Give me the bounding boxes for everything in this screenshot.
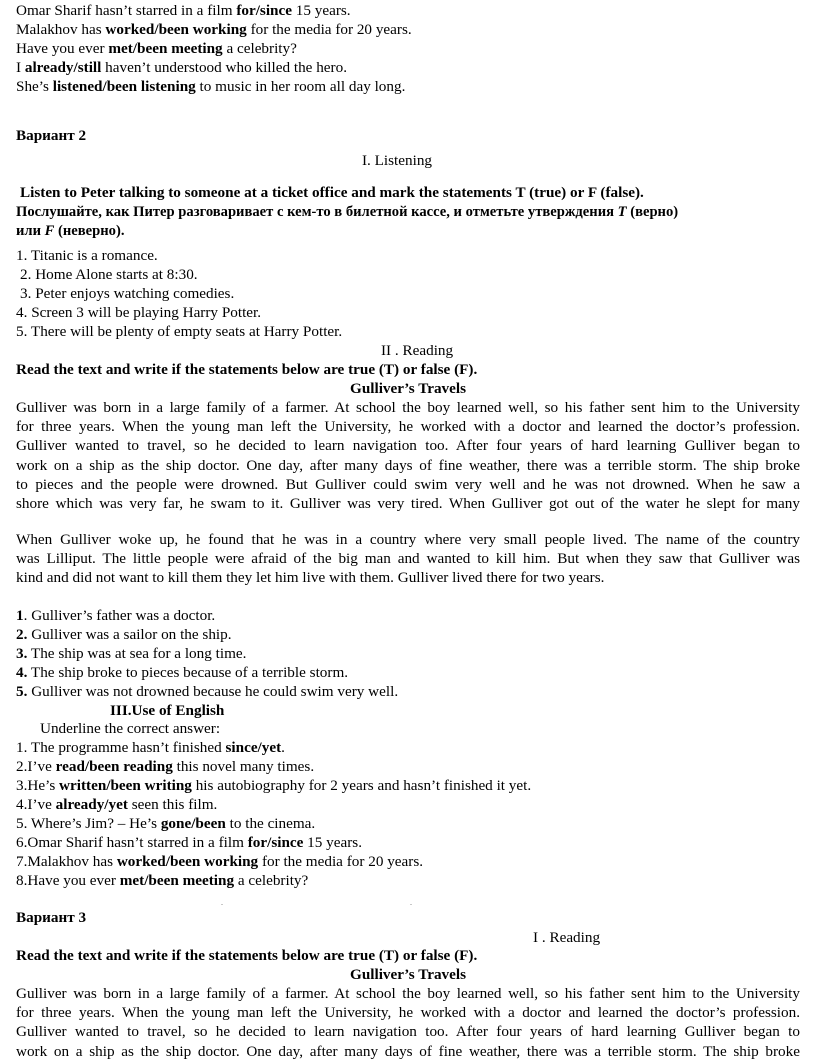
use-of-english-heading: III.Use of English [110, 702, 225, 719]
listening-instruction-en: Listen to Peter talking to someone at a ticket office and mark the statements T (true) or F (false). [20, 184, 644, 201]
answer-options: already/still [24, 59, 102, 76]
reading-instruction: Read the text and write if the statements below are true (T) or false (F). [16, 361, 478, 378]
paragraph-line: Gulliver wanted to travel, so he decided to learn navigation too. After four years of hard learning Gulliver began to [16, 1023, 800, 1041]
reading-paragraph-1 [16, 398, 800, 513]
use-of-english-item: 1. The programme hasn’t finished since/yet. [16, 739, 285, 756]
paragraph-line: work on a ship as the ship doctor. One day, after many days of fine weather, there was a terrible storm. The ship broke [16, 1042, 800, 1060]
answer-options: read/been reading [55, 758, 173, 775]
variant-2-title: Вариант 2 [16, 127, 87, 144]
use-of-english-item: 5. Where’s Jim? – He’s gone/been to the cinema. [16, 815, 316, 832]
answer-options: gone/been [160, 815, 226, 832]
top-sentence-4: I already/still haven’t understood who killed the hero. [16, 59, 347, 76]
reading-statement: 5. Gulliver was not drowned because he could swim very well. [16, 683, 399, 700]
reading-paragraph-v3 [16, 984, 800, 1061]
listening-heading: I. Listening [362, 152, 433, 169]
answer-options: met/been meeting [108, 40, 223, 57]
text-title: Gulliver’s Travels [350, 380, 466, 397]
answer-options: for/since [247, 834, 304, 851]
listening-statement: 1. Titanic is a romance. [16, 247, 158, 264]
use-of-english-item: 8.Have you ever met/been meeting a celebrity? [16, 872, 309, 889]
paragraph-line: for three years. When the young man left the University, he worked with a doctor and learned the doctor’s profession. [16, 1004, 800, 1022]
top-sentence-2: Malakhov has worked/been working for the media for 20 years. [16, 21, 412, 38]
paragraph-line: shore which was very far, he swam to it. Gulliver was very tired. When Gulliver got out of the water he slept for many [16, 495, 800, 513]
top-sentence-1: Omar Sharif hasn’t starred in a film for/since 15 years. [16, 2, 351, 19]
paragraph-line: work on a ship as the ship doctor. One day, after many days of fine weather, there was a terrible storm. The ship broke [16, 456, 800, 474]
answer-options: worked/been working [105, 21, 247, 38]
listening-statement: 5. There will be plenty of empty seats at Harry Potter. [16, 323, 343, 340]
answer-options: worked/been working [116, 853, 259, 870]
paragraph-line: for three years. When the young man left the University, he worked with a doctor and learned the doctor’s profession. [16, 418, 800, 436]
answer-options: met/been meeting [119, 872, 235, 889]
answer-options: since/yet [225, 739, 282, 756]
paragraph-line: kind and did not want to kill them they let him live with them. Gulliver lived there for two years. [16, 569, 605, 587]
paragraph-line: Gulliver was born in a large family of a farmer. At school the boy learned well, so his father sent him to the University [16, 985, 800, 1002]
answer-options: written/been writing [59, 777, 192, 794]
reading-heading-v3: I . Reading [533, 929, 601, 946]
variant-3-title: Вариант 3 [16, 909, 87, 926]
use-of-english-instruction: Underline the correct answer: [40, 720, 221, 737]
scan-speck [221, 904, 223, 905]
listening-instruction-ru-cont: или F (неверно). [16, 223, 125, 239]
reading-statement: 1. Gulliver’s father was a doctor. [16, 607, 216, 624]
use-of-english-item: 2.I’ve read/been reading this novel many times. [16, 758, 315, 775]
listening-instruction-ru: Послушайте, как Питер разговаривает с кем-то в билетной кассе, и отметьте утверждения T (верно) [16, 204, 679, 220]
answer-options: listened/been listening [52, 78, 196, 95]
listening-statement: 4. Screen 3 will be playing Harry Potter. [16, 304, 262, 321]
scan-speck [410, 904, 412, 905]
paragraph-line: was Lilliput. The little people were afraid of the big man and wanted to kill him. But when they saw that Gulliver was [16, 550, 800, 568]
reading-statement: 3. The ship was at sea for a long time. [16, 645, 247, 662]
use-of-english-item: 3.He’s written/been writing his autobiography for 2 years and hasn’t finished it yet. [16, 777, 532, 794]
top-sentence-5: She’s listened/been listening to music in her room all day long. [16, 78, 406, 95]
reading-heading: II . Reading [381, 342, 454, 359]
reading-paragraph-2 [16, 530, 800, 588]
use-of-english-item: 7.Malakhov has worked/been working for the media for 20 years. [16, 853, 424, 870]
paragraph-line: to pieces and the people were drowned. But Gulliver could swim very well and he was not drowned. When he saw a [16, 475, 800, 493]
listening-statement: 3. Peter enjoys watching comedies. [20, 285, 235, 302]
answer-options: for/since [236, 2, 292, 19]
reading-statement: 2. Gulliver was a sailor on the ship. [16, 626, 232, 643]
top-sentence-3: Have you ever met/been meeting a celebrity? [16, 40, 297, 57]
use-of-english-item: 6.Omar Sharif hasn’t starred in a film for/since 15 years. [16, 834, 362, 851]
paragraph-line: Gulliver was born in a large family of a farmer. At school the boy learned well, so his father sent him to the University [16, 399, 800, 416]
answer-options: already/yet [55, 796, 128, 813]
paragraph-line: Gulliver wanted to travel, so he decided to learn navigation too. After four years of hard learning Gulliver began to [16, 437, 800, 455]
reading-statement: 4. The ship broke to pieces because of a terrible storm. [16, 664, 349, 681]
text-title-v3: Gulliver’s Travels [350, 966, 466, 983]
reading-instruction-v3: Read the text and write if the statements below are true (T) or false (F). [16, 947, 478, 964]
listening-statement: 2. Home Alone starts at 8:30. [20, 266, 198, 283]
paragraph-line: When Gulliver woke up, he found that he was in a country where very small people lived. The name of the country [16, 531, 800, 548]
use-of-english-item: 4.I’ve already/yet seen this film. [16, 796, 218, 813]
